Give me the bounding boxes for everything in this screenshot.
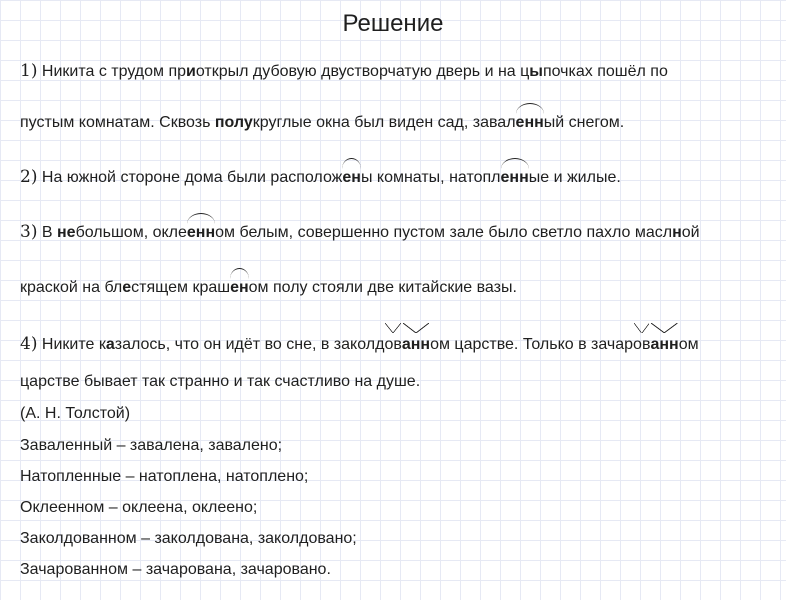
- paragraph-1-line-2: пустым комнатам. Сквозь полукруглые окна был виден сад, заваленный снегом.: [20, 112, 778, 134]
- suffix-arc: енн: [187, 222, 215, 244]
- highlighted-letter: ы: [529, 63, 543, 80]
- highlighted-prefix: полу: [214, 114, 253, 131]
- highlighted-letter: н: [672, 224, 682, 241]
- paragraph-3-line-2: краской на блестящем крашеном полу стояли две китайские вазы.: [20, 277, 778, 299]
- suffix-arc: ен: [230, 277, 249, 299]
- page-title: Решение: [342, 10, 444, 37]
- suffix-arc: енн: [501, 167, 529, 189]
- highlighted-letter: а: [105, 336, 115, 353]
- suffix-arc: ов: [633, 334, 650, 356]
- answer-line: Заколдованном – заколдована, заколдовано;: [20, 530, 357, 547]
- answer-line: Заваленный – завалена, завалено;: [20, 437, 283, 454]
- suffix-arc: енн: [516, 112, 544, 134]
- item-number: 3): [20, 222, 38, 242]
- paragraph-4-line-2: царстве бывает так странно и так счастливо на душе.: [20, 373, 421, 390]
- suffix-arc: анн: [402, 334, 430, 356]
- item-number: 1): [20, 61, 38, 81]
- item-number: 2): [20, 167, 38, 187]
- item-number: 4): [20, 334, 38, 354]
- paragraph-2-line-1: 2) На южной стороне дома были расположены комнаты, натопленные и жилые.: [20, 167, 621, 187]
- suffix-arc: ов: [384, 334, 401, 356]
- paragraph-4-line-1: 4) Никите казалось, что он идёт во сне, в заколдованном царстве. Только в зачарованном: [20, 334, 699, 354]
- paragraph-1-line-1: 1) Никита с трудом приоткрыл дубовую двустворчатую дверь и на цыпочках пошёл по: [20, 61, 668, 81]
- answer-line: Оклеенном – оклеена, оклеено;: [20, 499, 258, 516]
- author-attribution: (А. Н. Толстой): [20, 405, 131, 422]
- answer-line: Зачарованном – зачарована, зачаровано.: [20, 561, 331, 578]
- answer-line: Натопленные – натоплена, натоплено;: [20, 468, 309, 485]
- highlighted-letter: е: [122, 279, 132, 296]
- highlighted-letter: и: [186, 63, 196, 80]
- paragraph-3-line-1: 3) В небольшом, оклеенном белым, совершенно пустом зале было светло пахло маслной: [20, 222, 700, 242]
- suffix-arc: ен: [342, 167, 361, 189]
- suffix-arc: анн: [650, 334, 678, 356]
- highlighted-prefix: не: [57, 224, 76, 241]
